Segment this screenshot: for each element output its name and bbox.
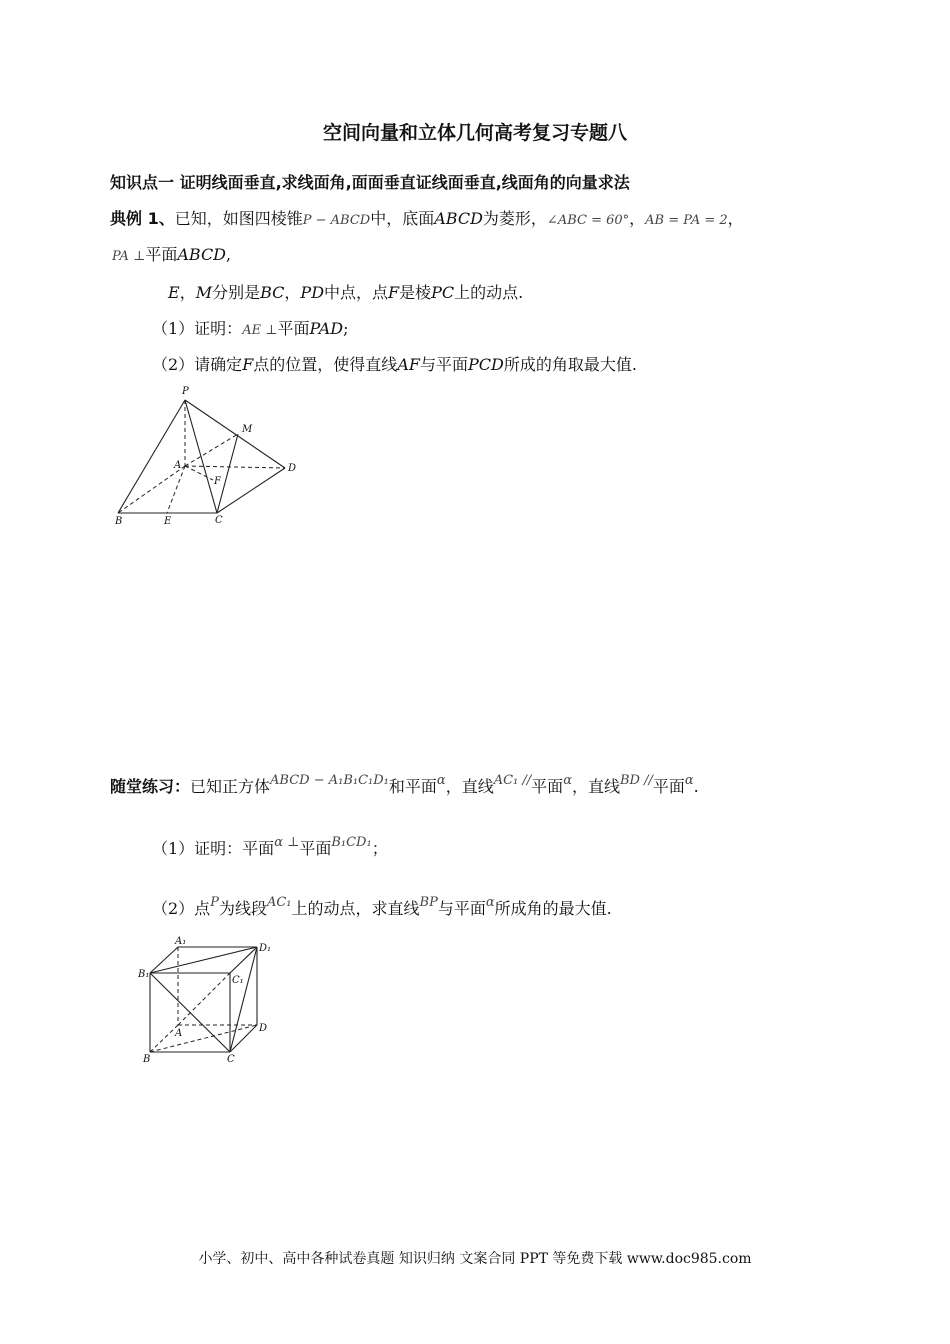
math-expr: α (485, 895, 495, 910)
edge-AB (150, 1025, 178, 1052)
label-C1: C₁ (232, 975, 244, 986)
edge-PB (118, 400, 185, 513)
text: 所成的角取最大值. (503, 355, 637, 374)
text: 中，底面 (370, 209, 435, 228)
text: ， (629, 209, 646, 228)
edge-AD (185, 466, 285, 468)
text: PD (300, 283, 325, 302)
segment-AE (167, 466, 185, 513)
label-M: M (242, 424, 253, 435)
diag-B1D1 (150, 947, 257, 973)
label-A1: A₁ (175, 936, 187, 947)
label-D: D (288, 463, 297, 474)
diag-D1C (230, 947, 257, 1052)
label-A: A (175, 1028, 183, 1039)
text: 平面 (531, 777, 564, 796)
text: 为菱形， (482, 209, 547, 228)
text: ; (343, 319, 349, 338)
text: 上的动点，求直线 (291, 899, 420, 918)
segment-AF (185, 466, 213, 480)
label-C: C (227, 1054, 235, 1065)
text: ABCD (434, 209, 483, 228)
knowledge-point-heading: 知识点一 证明线面垂直,求线面角,面面垂直证线面垂直,线面角的向量求法 (110, 173, 630, 192)
text: PC (431, 283, 455, 302)
label-P: P (182, 386, 189, 397)
page-footer: 小学、初中、高中各种试卷真题 知识归纳 文案合同 PPT 等免费下载 www.doc985.com (198, 1251, 752, 1267)
text: 平面 (299, 839, 332, 858)
text: （1）证明：平面 (152, 839, 275, 858)
text: （1）证明： (152, 319, 243, 338)
math-expr: BP (419, 895, 438, 910)
edge-CD (230, 1025, 257, 1052)
text: ， (727, 209, 744, 228)
text: 平面 (145, 245, 178, 264)
text: AF (397, 355, 420, 374)
text: ， (179, 283, 196, 302)
math-expr: AE ⊥ (242, 323, 278, 338)
text: 上的动点. (454, 283, 524, 302)
text: 中点，点 (324, 283, 389, 302)
edge-D1C1 (230, 947, 257, 973)
segment-AM (185, 434, 238, 466)
text: ，直线 (571, 777, 620, 796)
text: ABCD (177, 245, 227, 264)
practice-question-1 (152, 836, 388, 859)
label-C: C (215, 515, 223, 526)
text: 分别是 (212, 283, 261, 302)
edge-PC (185, 400, 217, 513)
text: （2）点 (152, 899, 211, 918)
practice-label: 随堂练习： (110, 777, 191, 796)
math-expr: AB = PA = 2 (645, 213, 728, 228)
label-D1: D₁ (259, 943, 272, 954)
math-expr: α ⊥ (274, 835, 300, 850)
text: 点的位置，使得直线 (253, 355, 398, 374)
math-expr: AC₁ // (493, 773, 532, 788)
text: 是棱 (399, 283, 432, 302)
label-E: E (164, 516, 172, 527)
example-line-1 (110, 206, 744, 229)
text: （2）请确定 (152, 355, 243, 374)
label-A: A (174, 460, 182, 471)
math-expr: ABCD − A₁B₁C₁D₁ (270, 773, 389, 788)
practice-question-2 (152, 896, 612, 919)
text: 和平面 (388, 777, 437, 796)
text: ， (284, 283, 301, 302)
text: 所成角的最大值. (494, 899, 612, 918)
math-expr: α (563, 773, 572, 788)
text: 与平面 (437, 899, 486, 918)
text: E (168, 283, 180, 302)
text: PCD (467, 355, 504, 374)
text: ，直线 (445, 777, 494, 796)
math-expr: P (210, 895, 219, 910)
label-D: D (259, 1023, 268, 1034)
text: 平面 (277, 319, 310, 338)
text: F (242, 355, 254, 374)
math-expr: B₁CD₁ (331, 835, 372, 850)
label-F: F (214, 476, 221, 487)
example-question-1 (152, 316, 349, 339)
text: 已知，如图四棱锥 (174, 209, 303, 228)
text: ； (371, 839, 388, 858)
text: 已知正方体 (190, 777, 271, 796)
cube-figure (135, 935, 275, 1070)
label-B: B (115, 516, 123, 527)
text: M (195, 283, 213, 302)
diag-AC1 (178, 973, 230, 1025)
math-expr: α (436, 773, 446, 788)
text: 与平面 (419, 355, 468, 374)
text: 为线段 (218, 899, 267, 918)
document-title: 空间向量和立体几何高考复习专题八 (322, 122, 627, 144)
edge-PD (185, 400, 285, 468)
example-line-3 (168, 280, 523, 303)
math-expr: AC₁ (266, 895, 292, 910)
example-question-2 (152, 352, 637, 375)
label-B1: B₁ (138, 969, 150, 980)
math-expr: ∠ABC = 60° (546, 213, 630, 228)
label-B: B (143, 1054, 151, 1065)
example-line-2 (112, 242, 231, 265)
edge-AB (118, 466, 185, 513)
text: 平面 (652, 777, 685, 796)
text: , (226, 245, 232, 264)
text: BC (260, 283, 285, 302)
math-expr: α (684, 773, 694, 788)
math-expr: BD // (619, 773, 653, 788)
text: PAD (309, 319, 344, 338)
diag-BD (150, 1025, 257, 1052)
text: F (388, 283, 400, 302)
practice-line-1 (110, 774, 699, 797)
pyramid-figure (110, 380, 310, 530)
math-expr: PA ⊥ (112, 249, 146, 264)
example-label: 典例 1、 (110, 209, 175, 228)
text: . (693, 777, 699, 796)
math-expr: P − ABCD (302, 213, 371, 228)
